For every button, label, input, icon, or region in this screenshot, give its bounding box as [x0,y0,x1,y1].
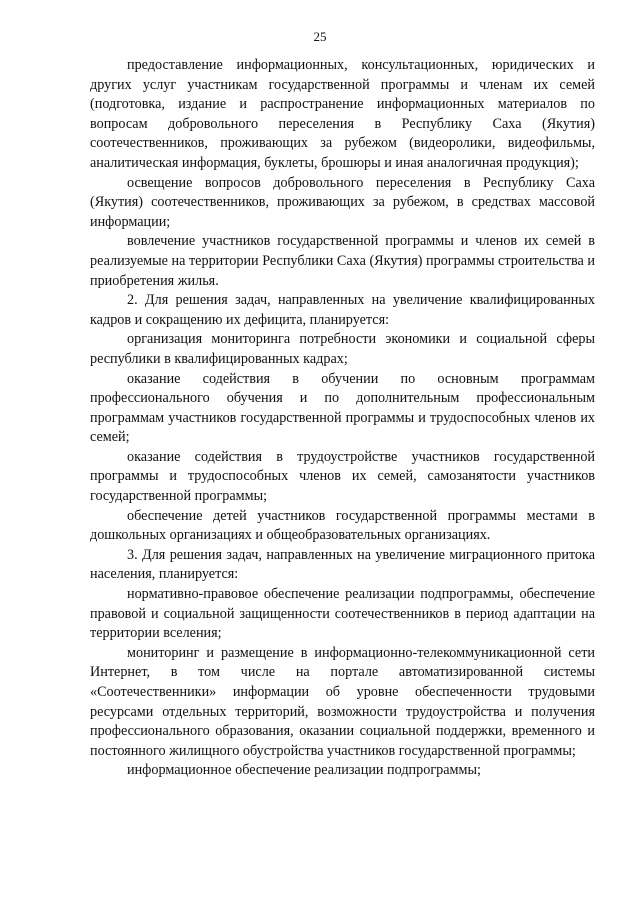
paragraph: оказание содействия в трудоустройстве участников государственной программы и трудоспособных членов их семей, самозанятости участников государственной программы; [90,448,595,505]
paragraph: вовлечение участников государственной программы и членов их семей в реализуемые на территории Республики Саха (Якутия) программы строительства и приобретения жилья. [90,233,595,289]
document-body [90,56,595,781]
paragraph: оказание содействия в обучении по основным программам профессионального обучения и по дополнительным профессиональным программам участников государственной программы и трудоспособных членов их семей; [90,370,595,446]
paragraph: 2. Для решения задач, направленных на увеличение квалифицированных кадров и сокращению их дефицита, планируется: [90,292,595,328]
paragraph: обеспечение детей участников государственной программы местами в дошкольных организациях и общеобразовательных организациях. [90,507,595,544]
paragraph: 3. Для решения задач, направленных на увеличение миграционного притока населения, планируется: [90,546,595,583]
paragraph: предоставление информационных, консультационных, юридических и других услуг участникам государственной программы и членам их семей (подготовка, издание и распространение информационных материалов по вопросам добровольного переселения в Республику Саха (Якутия) соотечественников, проживающих за рубежом (видеоролики, видеофильмы, аналитическая информация, буклеты, брошюры и иная аналогичная продукция); [90,57,595,171]
paragraph: информационное обеспечение реализации подпрограммы; [127,762,481,779]
page-number: 25 [313,29,327,44]
paragraph: освещение вопросов добровольного переселения в Республику Саха (Якутия) соотечественников, проживающих за рубежом, в средствах массовой информации; [90,174,595,230]
paragraph: организация мониторинга потребности экономики и социальной сферы республики в квалифицированных кадрах; [90,331,595,367]
paragraph: мониторинг и размещение в информационно-телекоммуникационной сети Интернет, в том числе на портале автоматизированной системы «Соотечественники» информации об уровне обеспеченности трудовыми ресурсами отдельных территорий, возможности трудоустройства и получения профессионального образования, оказании социальной поддержки, временного и постоянного жилищного обустройства участников государственной программы; [90,644,595,759]
paragraph: нормативно-правовое обеспечение реализации подпрограммы, обеспечение правовой и социальной защищенности соотечественников в период адаптации на территории вселения; [90,586,595,642]
